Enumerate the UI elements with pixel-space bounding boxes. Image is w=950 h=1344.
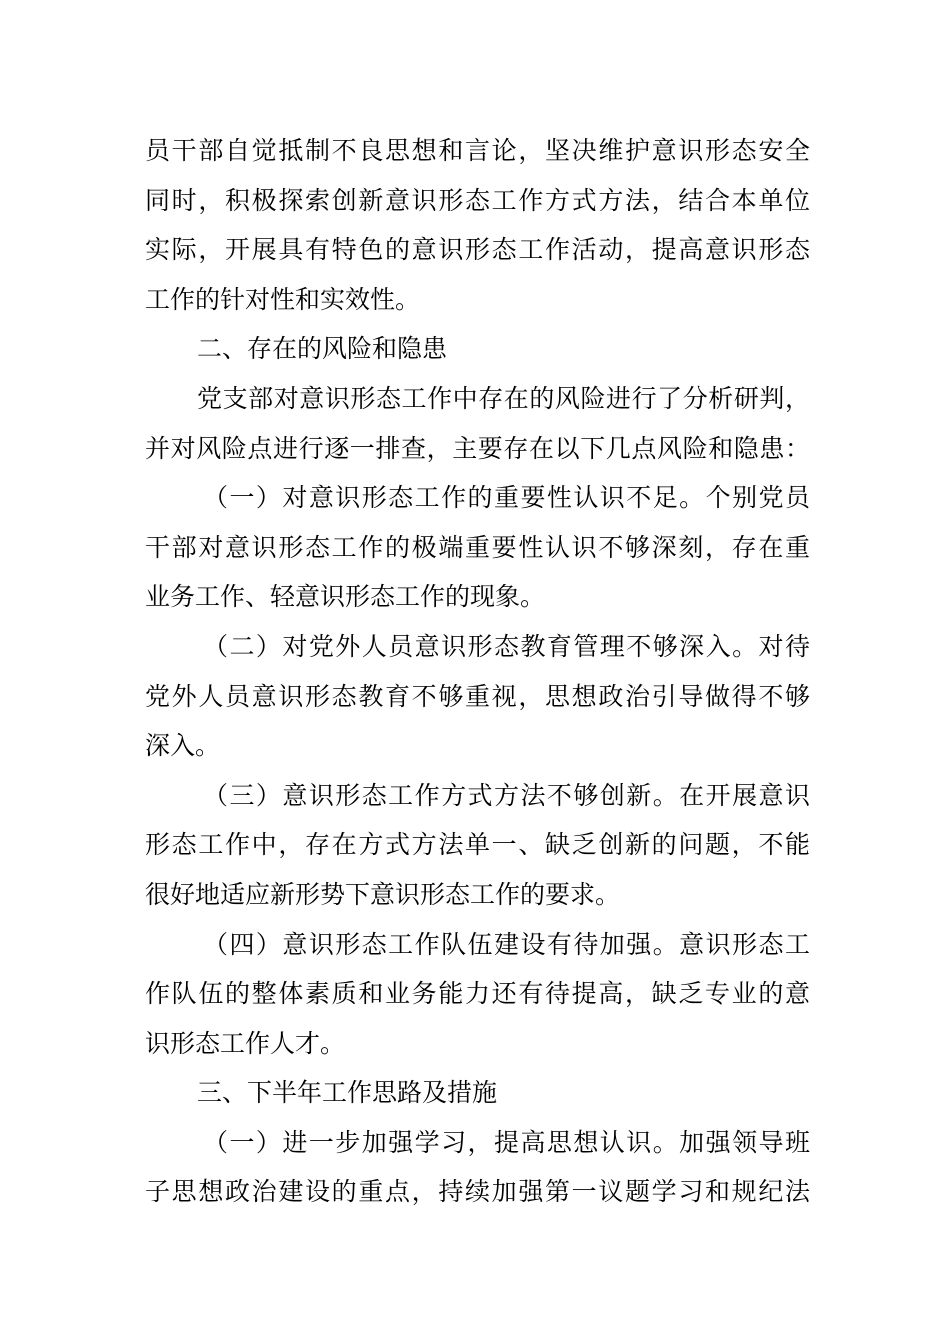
body-line-4: 工作的针对性和实效性。	[145, 284, 421, 314]
item-heading-4: （四）意识形态工作队伍建设有待加强。意识形态工	[203, 929, 810, 959]
body-line-2: 同时，积极探索创新意识形态工作方式方法，结合本单位	[145, 185, 810, 215]
item-heading-3: （三）意识形态工作方式方法不够创新。在开展意识	[203, 780, 810, 810]
body-line-16: 很好地适应新形势下意识形态工作的要求。	[145, 879, 621, 909]
item-heading-1: （一）对意识形态工作的重要性认识不足。个别党员	[203, 483, 810, 513]
document-body	[145, 126, 810, 1217]
body-line-15: 形态工作中，存在方式方法单一、缺乏创新的问题，不能	[145, 830, 810, 860]
section-heading-2: 二、存在的风险和隐患	[197, 334, 448, 364]
section-heading-3: 三、下半年工作思路及措施	[197, 1078, 498, 1108]
body-line-19: 识形态工作人才。	[145, 1028, 346, 1058]
body-line-22: 子思想政治建设的重点，持续加强第一议题学习和规纪法	[145, 1177, 810, 1207]
body-line-10: 业务工作、轻意识形态工作的现象。	[145, 582, 546, 612]
item-heading-2: （二）对党外人员意识形态教育管理不够深入。对待	[203, 631, 810, 661]
body-line-13: 深入。	[145, 731, 221, 761]
body-line-9: 干部对意识形态工作的极端重要性认识不够深刻，存在重	[145, 532, 810, 562]
body-line-18: 作队伍的整体素质和业务能力还有待提高，缺乏专业的意	[145, 979, 810, 1009]
body-line-12: 党外人员意识形态教育不够重视，思想政治引导做得不够	[145, 681, 810, 711]
item-heading-5: （一）进一步加强学习，提高思想认识。加强领导班	[203, 1127, 810, 1157]
body-line-6: 党支部对意识形态工作中存在的风险进行了分析研判，	[197, 383, 810, 413]
body-line-7: 并对风险点进行逐一排查，主要存在以下几点风险和隐患：	[145, 433, 810, 463]
body-line-3: 实际，开展具有特色的意识形态工作活动，提高意识形态	[145, 235, 810, 265]
body-line-1: 员干部自觉抵制不良思想和言论，坚决维护意识形态安全	[145, 136, 810, 165]
